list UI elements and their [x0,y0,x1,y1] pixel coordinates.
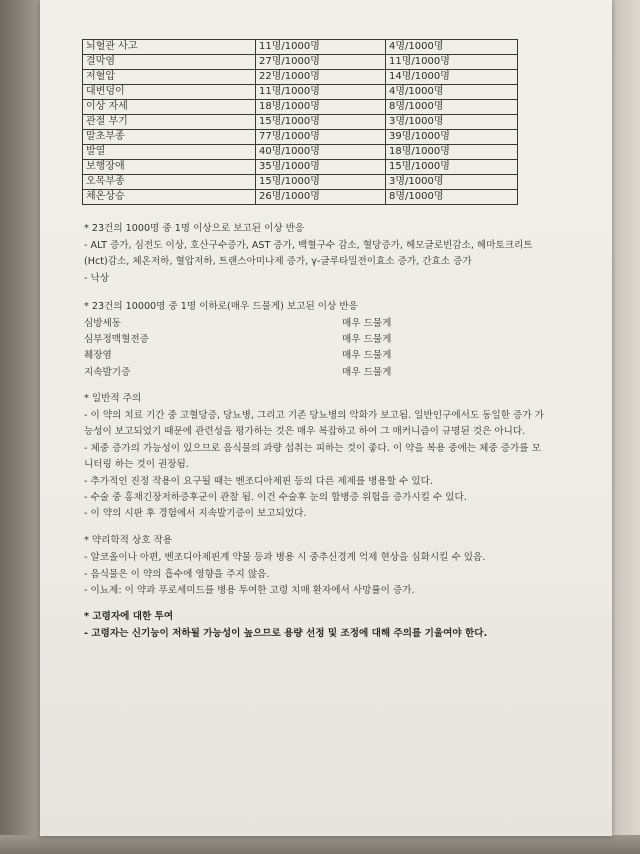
adverse-reaction-table-body [83,40,518,205]
background-right [612,0,640,854]
table-row [83,85,518,100]
section3-line: - 추가적인 진정 작용이 요구될 때는 벤조디아제핀 등의 다른 제제를 병용할 수 있다. [84,476,433,487]
table-row [83,130,518,145]
table-cell-placebo-rate: 15명/1000명 [386,160,518,175]
table-cell-drug-rate: 27명/1000명 [256,55,386,70]
section2-row [84,318,392,330]
table-row [83,190,518,205]
section4-line: - 알코올이나 아편, 벤조디아제핀계 약물 등과 병용 시 중추신경계 억제 현상을 심화시킬 수 있음. [84,552,486,563]
table-cell-placebo-rate: 8명/1000명 [386,190,518,205]
table-cell-placebo-rate: 18명/1000명 [386,145,518,160]
section3-line: 니터링 하는 것이 권장됨. [84,459,189,470]
table-row [83,175,518,190]
section3-line: - 이 약의 시판 후 경험에서 지속발기증이 보고되었다. [84,508,307,519]
table-cell-drug-rate: 18명/1000명 [256,100,386,115]
section5-heading: * 고령자에 대한 투여 [84,611,174,622]
table-row [83,160,518,175]
section1-line2: (Hct)감소, 체온저하, 혈압저하, 트랜스아미나제 증가, γ-글루타밀전이효소 증가, 간효소 증가 [84,256,472,267]
background-bottom [0,835,640,854]
table-cell-reaction: 이상 자세 [83,100,256,115]
table-row [83,55,518,70]
table-cell-drug-rate: 40명/1000명 [256,145,386,160]
table-cell-drug-rate: 11명/1000명 [256,40,386,55]
section2-item-freq: 매우 드물게 [342,334,392,345]
section3-line: - 수술 중 홍채긴장저하증후군이 관찰 됨. 이건 수술후 눈의 합병증 위험을 증가시킬 수 있다. [84,492,467,503]
section2-row [84,350,392,362]
section3-line: - 이 약의 치료 기간 중 고혈당증, 당뇨병, 그리고 기존 당뇨병의 악화가 보고됨. 일반인구에서도 동일한 증가 가 [84,410,544,421]
section4-line: - 음식물은 이 약의 흡수에 영향을 주지 않음. [84,569,270,580]
section2-heading: * 23건의 10000명 중 1명 이하로(매우 드물게) 보고된 이상 반응 [84,301,358,312]
table-cell-placebo-rate: 39명/1000명 [386,130,518,145]
table-cell-reaction: 뇌혈관 사고 [83,40,256,55]
table-cell-drug-rate: 35명/1000명 [256,160,386,175]
section2-item-freq: 매우 드물게 [342,350,392,361]
table-cell-drug-rate: 15명/1000명 [256,115,386,130]
table-cell-drug-rate: 77명/1000명 [256,130,386,145]
table-cell-drug-rate: 22명/1000명 [256,70,386,85]
section2-item-freq: 매우 드물게 [342,367,392,378]
table-cell-placebo-rate: 14명/1000명 [386,70,518,85]
section1-line3: - 낙상 [84,273,110,284]
section1-line1: - ALT 증가, 심전도 이상, 호산구수증가, AST 증가, 백혈구수 감소, 혈당증가, 헤모글로빈감소, 헤마토크리트 [84,240,533,251]
section3-line: - 체중 증가의 가능성이 있으므로 음식물의 과량 섭취는 피하는 것이 좋다. 이 약을 복용 중에는 체중 증가를 모 [84,443,541,454]
section2-item-freq: 매우 드물게 [342,318,392,329]
table-cell-reaction: 대변덩이 [83,85,256,100]
section3-line: 능성이 보고되었기 때문에 관련성을 평가하는 것은 매우 복잡하고 하여 그 매커니즘이 규명된 것은 아니다. [84,426,526,437]
table-cell-placebo-rate: 8명/1000명 [386,100,518,115]
table-cell-drug-rate: 15명/1000명 [256,175,386,190]
table-cell-placebo-rate: 3명/1000명 [386,115,518,130]
section2-item-name: 심방세동 [84,318,122,329]
adverse-reaction-table [82,39,518,205]
section1-heading: * 23건의 1000명 중 1명 이상으로 보고된 이상 반응 [84,223,305,234]
table-cell-reaction: 말초부종 [83,130,256,145]
table-row [83,115,518,130]
table-cell-reaction: 체온상승 [83,190,256,205]
table-row [83,40,518,55]
table-row [83,70,518,85]
background-left [0,0,40,854]
table-cell-reaction: 보행장애 [83,160,256,175]
section2-row [84,334,392,346]
section4-heading: * 약리학적 상호 작용 [84,535,173,546]
table-row [83,100,518,115]
section3-heading: * 일반적 주의 [84,393,142,404]
table-cell-reaction: 결막염 [83,55,256,70]
table-cell-placebo-rate: 4명/1000명 [386,85,518,100]
table-cell-placebo-rate: 11명/1000명 [386,55,518,70]
section2-item-name: 지속발기증 [84,367,131,378]
table-cell-placebo-rate: 3명/1000명 [386,175,518,190]
section2-item-name: 췌장염 [84,350,112,361]
section5-line: - 고령자는 신기능이 저하될 가능성이 높으므로 용량 선정 및 조정에 대해 주의를 기울여야 한다. [84,628,488,639]
table-cell-reaction: 저혈압 [83,70,256,85]
table-cell-drug-rate: 26명/1000명 [256,190,386,205]
section2-item-name: 심부정맥혈전증 [84,334,149,345]
table-cell-reaction: 관절 부기 [83,115,256,130]
section2-row [84,367,392,379]
table-cell-drug-rate: 11명/1000명 [256,85,386,100]
table-row [83,145,518,160]
section4-line: - 이뇨제: 이 약과 푸로세미드를 병용 투여한 고령 치매 환자에서 사망률이 증가. [84,585,415,596]
table-cell-reaction: 발열 [83,145,256,160]
table-cell-placebo-rate: 4명/1000명 [386,40,518,55]
table-cell-reaction: 오목부종 [83,175,256,190]
